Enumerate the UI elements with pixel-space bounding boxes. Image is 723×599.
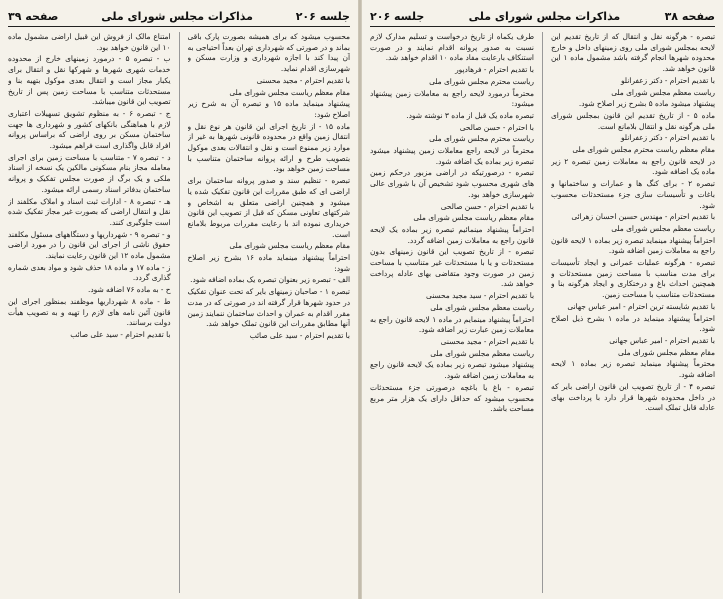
paragraph: د - تبصره ۷ - متناسب با مساحت زمین برای اجرای معامله مجاز بنام مسکونی مالکین یک نسخه از اسناد ملکی و یک برگ از صورت مجلس تفکیک و پروانه ساختمان بدفاتر اسناد رسمی ارائه میشود. [8, 152, 171, 194]
paragraph: ریاست معظم مجلس شورای ملی [611, 87, 715, 97]
paragraph: ماده ۵ - از تاریخ تقدیم این قانون بمجلس شورای ملی هرگونه نقل و انتقال بلامانع است. [551, 110, 715, 131]
paragraph: ریاست معظم مجلس شورای ملی [430, 348, 534, 358]
paragraph: طرف یکماه از تاریخ درخواست و تسلیم مدارک لازم نسبت به صدور پروانه اقدام نمایند و در صورت استنکاف بارعایت مفاد ماده ۱۰ اقدام خواهد شد. [370, 32, 534, 63]
paragraph: ز - ماده ۱۷ و ماده ۱۸ حذف شود و مواد بعدی شماره گذاری گردد. [8, 262, 171, 283]
paragraph: تبصره - تنظیم سند و صدور پروانه ساختمان برای اراضی ای که طبق مقررات این قانون تفکیک شده یا میشود و همچنین اراضی متعلق به اشخاص و شرکتهای تعاونی مسکن که قبل از تصویب این قانون خریداری نموده اند با رعایت مقررات مربوط بلامانع است. [187, 176, 350, 239]
right-column [188, 32, 351, 593]
right-column [551, 32, 715, 593]
paragraph: الف - تبصره زیر بعنوان تبصره یک بماده اضافه شود. [190, 275, 350, 285]
paragraph: ریاست محترم مجلس شورای ملی [429, 134, 534, 144]
paragraph: تبصره - درصورتیکه در اراضی مزبور درحکم زمین های شهری محسوب شود تشخیص آن با شورای عالی شهرسازی خواهد بود. [370, 168, 534, 199]
paragraph: ریاست محترم مجلس شورای ملی [429, 76, 534, 86]
paragraph: ریاست معظم مجلس شورای ملی [611, 223, 715, 233]
paragraph: پیشنهاد میشود ماده ۵ بشرح زیر اصلاح شود. [578, 99, 715, 109]
publication-title: مذاکرات مجلس شورای ملی [101, 9, 253, 23]
paragraph: با تقدیم احترام - سید علی صائب [70, 329, 171, 339]
paragraph: و - تبصره ۹ - شهرداریها و دستگاههای مسئول مکلفند حقوق ناشی از اجرای این قانون را در مورد اراضی مشمول ماده ۱۲ این قانون رعایت نمایند. [8, 229, 171, 261]
page-number: صفحه ۳۸ [664, 9, 715, 23]
paragraph: احتراماً پیشنهاد مینمائیم تبصره زیر بماده یک لایحه قانون راجع به معاملات زمین اضافه گردد. [370, 224, 534, 245]
paragraph: ط - ماده ۸ شهرداریها موظفند بمنظور اجرای این قانون آئین نامه های لازم را تهیه و به تصویب هیأت دولت برسانند. [8, 296, 171, 328]
paragraph: با تقدیم احترام - سید مجید محسنی [426, 291, 534, 301]
paragraph: مقام معظم ریاست مجلس شورای ملی [413, 213, 534, 223]
session-number: جلسه ۲۰۶ [370, 9, 425, 23]
paragraph: تبصره - باغ یا باغچه درصورتی جزء مستحدثات محسوب میشود که حداقل دارای یک هزار متر مربع مساحت باشد. [370, 382, 534, 414]
paragraph: احتراماً پیشنهاد مینمایم در ماده ۱ لایحه قانون راجع به معاملات زمین عبارت زیر اضافه شود. [370, 314, 534, 335]
paragraph: هـ - تبصره ۸ - ادارات ثبت اسناد و املاک مکلفند از نقل و انتقال اراضی که بصورت غیر مجاز تفکیک شده است جلوگیری کنند. [8, 196, 171, 227]
paragraph: با تقدیم احترام - حسن صالحی [440, 201, 534, 211]
paragraph: تبصره - از تاریخ تصویب این قانون زمینهای بدون مستحدثات و یا با مستحدثات غیر متناسب با مساحت زمین در صورت وجود متقاضی بهای عادله پرداخت خواهد شد. [370, 247, 534, 289]
paragraph: با تقدیم احترام - امیر عباس جهانی [609, 335, 715, 345]
paragraph: مقام معظم مجلس شورای ملی [617, 347, 715, 357]
paragraph: مقام معظم ریاست مجلس شورای ملی [229, 87, 350, 97]
paragraph: با تقدیم احترام - فرهادپور [455, 65, 534, 75]
paragraph: پیشنهاد میشود تبصره زیر بماده یک لایحه قانون راجع به معاملات زمین اضافه شود. [370, 360, 534, 381]
paragraph: احتراماً پیشنهاد مینماید در ماده ۱ بشرح ذیل اصلاح شود. [551, 313, 715, 334]
text-columns [8, 32, 350, 593]
page-number: صفحه ۳۹ [8, 9, 59, 23]
left-page [0, 0, 358, 599]
paragraph: محترماً در لایحه راجع معاملات زمین پیشنهاد میشود تبصره زیر بماده یک اضافه شود. [370, 146, 534, 166]
right-page [362, 0, 723, 599]
paragraph: با احترام - حسن صالحی [459, 122, 534, 132]
paragraph: تبصره ۴ - از تاریخ تصویب این قانون اراضی بایر که در داخل محدوده شهرها قرار دارد با پرداخت بهای عادله قابل تملک است. [551, 381, 715, 413]
paragraph: با تقدیم احترام - مجید محسنی [256, 75, 350, 85]
paragraph: محترماً درمورد لایحه راجع به معاملات زمین پیشنهاد میشود: [370, 88, 534, 109]
column-rule [179, 32, 180, 593]
paragraph: احتراماً پیشنهاد مینماید تبصره زیر بماده ۱ لایحه قانون راجع به معاملات زمین اضافه شود. [551, 235, 715, 256]
paragraph: با تقدیم احترام - مهندس حسین احسان زهرائی [571, 212, 715, 222]
paragraph: ریاست معظم مجلس شورای ملی [430, 302, 534, 312]
paragraph: ب - تبصره ۵ - درمورد زمینهای خارج از محدوده خدمات شهری شهرها و شهرکها نقل و انتقال برای یکبار مجاز است و انتقال بعدی موکول بتهیه بنا و مستحدثات متناسب با مساحت زمین پس از تاریخ تصویب این قانون میباشد. [8, 54, 171, 107]
paragraph: محسوب میشود که برای همیشه بصورت پارک باقی بماند و در صورتی که شهرداری تهران بعداً احتیاجی به آن پیدا کند با اجازه شهرداری و وزارت مسکن و شهرسازی اقدام نماید. [187, 32, 350, 74]
paragraph: تبصره ماده یک قبل از ماده ۳ نوشته شود. [406, 110, 534, 120]
paragraph: پیشنهاد مینماید ماده ۱۵ و تبصره آن به شرح زیر اصلاح شود: [187, 99, 350, 119]
publication-title: مذاکرات مجلس شورای ملی [468, 9, 621, 23]
page-header [370, 6, 715, 27]
paragraph: تبصره ۱ - صاحبان زمینهای بایر که تحت عنوان تفکیک در حدود شهرها قرار گرفته اند در صورتی که در مدت مقرر اقدام به عمران و احداث ساختمان ننمایند زمین آنها مطابق مقررات این قانون تملک خواهد شد. [187, 287, 350, 329]
paragraph: ماده ۱۵ - از تاریخ اجرای این قانون هر نوع نقل و انتقال زمین واقع در محدوده قانونی شهرها به غیر از موارد زیر ممنوع است و نقل و انتقالات بعدی موکول بتصویب طرح و ارائه پروانه ساختمان متناسب با مساحت زمین خواهد بود. [187, 121, 350, 174]
left-column [8, 32, 171, 593]
text-columns [370, 32, 715, 593]
paragraph: با تقدیم احترام - مجید محسنی [440, 336, 534, 346]
paragraph: احتراماً پیشنهاد مینماید ماده ۱۶ بشرح زیر اصلاح شود: [187, 253, 350, 273]
paragraph: تبصره ۲ - برای کنگ ها و عمارات و ساختمانها و باغات و تأسیسات سازی جزء مستحدثات محسوب شود. [551, 179, 715, 210]
paragraph: تبصره - هرگونه عملیات عمرانی و ایجاد تأسیسات برای مدت مناسب با مساحت زمین مستحدثات و همچنین احداث باغ و درختکاری و ایجاد هرگونه بنا و مستحدثات متناسب با مساحت زمین. [551, 258, 715, 300]
session-number: جلسه ۲۰۶ [295, 9, 350, 23]
paragraph: مقام معظم ریاست مجلس شورای ملی [229, 241, 350, 251]
paragraph: تبصره - هرگونه نقل و انتقال که از تاریخ تقدیم این لایحه بمجلس شورای ملی روی زمینهای داخل و خارج محدوده شهرها انجام گرفته باشد مشمول ماده ۱ این قانون خواهد شد. [551, 32, 715, 74]
page-header [8, 6, 350, 27]
left-column [370, 32, 534, 593]
column-rule [542, 32, 543, 593]
paragraph: مقام معظم ریاست محترم مجلس شورای ملی [572, 145, 715, 155]
paragraph: با تقدیم احترام - دکتر زعفرانلو [620, 75, 715, 85]
paragraph: امتناع مالک از فروش این قبیل اراضی مشمول ماده ۱۰ این قانون خواهد بود. [8, 32, 171, 52]
paragraph: با تقدیم شایسته ترین احترام - امیر عباس جهانی [567, 301, 715, 311]
paragraph: محترماً پیشنهاد مینماید تبصره زیر بماده ۱ لایحه اضافه شود. [551, 359, 715, 380]
paragraph: در لایحه قانون راجع به معاملات زمین تبصره ۲ زیر ماده یک اضافه شود. [551, 156, 715, 177]
paragraph: با تقدیم احترام - دکتر زعفرانلو [620, 133, 715, 143]
paragraph: ج - تبصره ۶ - به منظوم تشویق تسهیلات اعتباری لازم با هماهنگی بانکهای کشور و شهرداری ها جهت ساختمان مسکن بر روی اراضی که براساس پروانه افراد قابل واگذاری است فراهم میشود. [8, 108, 171, 151]
paragraph: ح - به ماده ۷۶ اضافه شود. [88, 285, 171, 295]
paragraph: با تقدیم احترام - سید علی صائب [249, 330, 350, 340]
